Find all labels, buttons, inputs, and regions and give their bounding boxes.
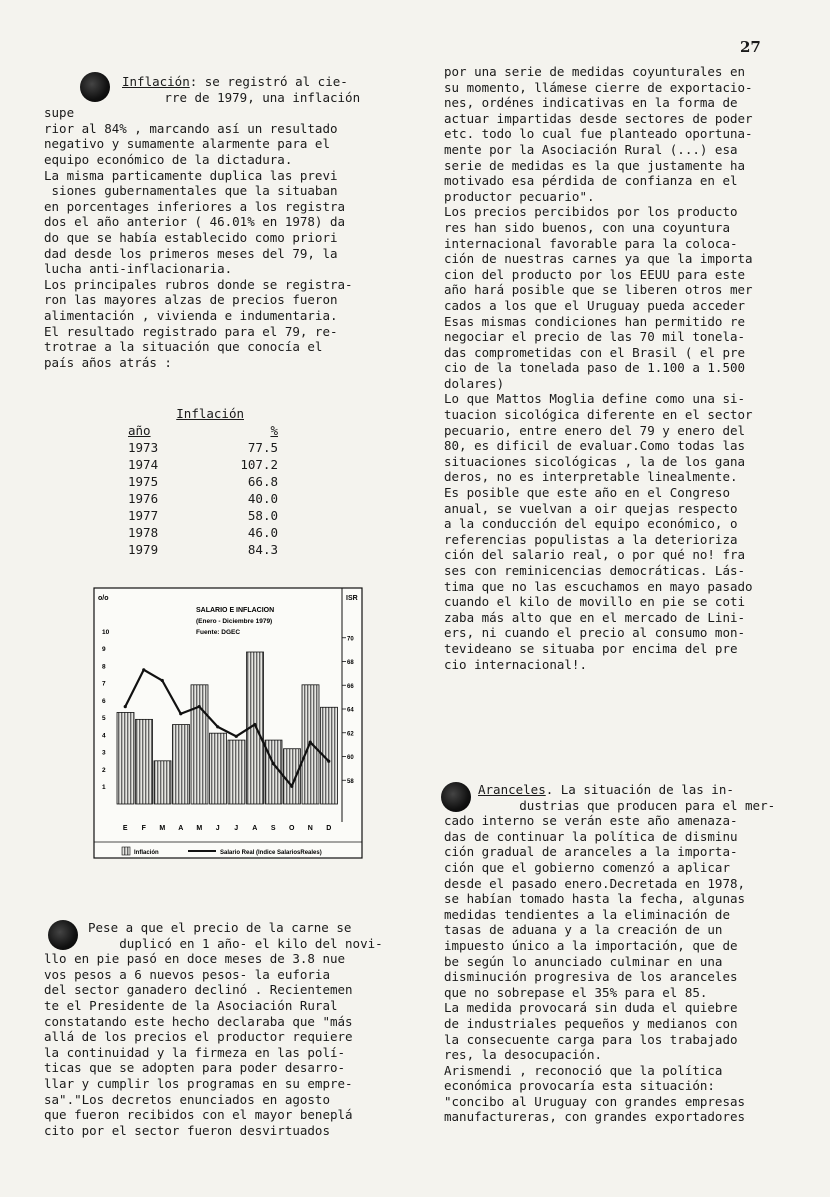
category-label: O [289, 825, 295, 832]
inflation-paragraph-3: Los principales rubros donde se registra- ron las mayores alzas de precios fueron alimentación , vivienda e indumentaria. El resultado registrado para el 79, re- trotrae a la situación que conocía el país años atrás : [44, 276, 353, 370]
category-label: A [252, 825, 258, 832]
inflation-paragraph-2: La misma particamente duplica las previ siones gubernamentales que la situaban en porcentages inferiores a los registra dos el año anterior ( 46.01% en 1978) da do que se había establecido como priori dad desde los primeros meses del 79, la lucha anti-inflacionaria. [44, 167, 346, 277]
year-cell: 1974 [128, 457, 159, 472]
value-cell: 46.0 [247, 525, 278, 540]
value-cell: 84.3 [247, 542, 278, 557]
category-label: S [270, 825, 276, 832]
value-cell: 40.0 [247, 491, 278, 506]
right-tick-label: 64 [347, 707, 354, 714]
right-tick-label: 60 [347, 755, 354, 761]
category-label: F [141, 825, 146, 832]
value-cell: 58.0 [247, 508, 278, 523]
left-tick-label: 10 [102, 628, 110, 636]
legend-line-label: Salario Real (Indice SalariosReales) [220, 850, 322, 856]
right-column [444, 64, 784, 672]
year-cell: 1975 [128, 474, 159, 489]
point-salario-real [290, 785, 293, 788]
inflation-table [124, 405, 282, 558]
value-cell: 66.8 [247, 474, 278, 489]
right-tick-label: 70 [347, 636, 354, 643]
left-tick-label: 1 [102, 784, 106, 792]
right-paragraph-1: por una serie de medidas coyunturales en su momento, llámese cierre de exportacio- nes, ordénes indicativas en la forma de actuar impartidas desde sectores de poder etc. todo lo cual fue planteado oportuna- mente por la Asociación Rural (...) esa serie de medidas es la que justamente ha motivado esa pérdida de confianza en el productor pecuario". [444, 64, 753, 204]
inflation-intro [44, 74, 394, 168]
inflation-table-title: Inflación [176, 406, 244, 421]
table-row [124, 490, 282, 507]
salary-inflation-chart [88, 584, 368, 864]
value-cell: 77.5 [247, 440, 278, 455]
right-tick-label: 68 [347, 660, 354, 666]
chart-title: SALARIO E INFLACION [196, 607, 275, 614]
aranceles-text [444, 782, 784, 1125]
table-row [124, 439, 282, 456]
chart-subtitle: (Enero - Diciembre 1979) [196, 618, 273, 625]
point-salario-real [142, 668, 145, 671]
bar-inflacion [228, 740, 245, 804]
bar-inflacion [173, 725, 190, 804]
right-paragraph-3: Lo que Mattos Moglia define como una si- tuacion sicológica diferente en el sector pecuario, entre enero del 79 y enero del 80, es dificil de evaluar.Como todas las situaciones sicológicas , la de los gana deros, no es interpretable linealmente. Es posible que este año en el Congreso anual, se vuelvan a oir quejas respecto a la conducción del equipo económico, o referencias populistas a la deterioriza ción del salario real, o por qué no! fra ses con reminicencias democráticas. Lás- tima que no las escuchamos en mayo pasado cuando el kilo de movillo en pie se coti zaba más alto que en el mercado de Lini- ers, ni cuando el precio al consumo mon- tevideano se situaba por encima del pre cio internacional!. [444, 391, 753, 672]
right-tick-label: 62 [347, 731, 354, 738]
left-axis-label: o/o [98, 595, 109, 602]
table-row [124, 524, 282, 541]
value-cell: 107.2 [240, 457, 278, 472]
point-salario-real [216, 725, 219, 728]
category-label: M [159, 825, 166, 832]
bar-inflacion [284, 749, 301, 804]
bar-inflacion [154, 761, 171, 804]
chart-source: Fuente: DGEC [196, 629, 241, 636]
point-salario-real [198, 705, 201, 708]
category-label: A [178, 825, 184, 832]
left-tick-label: 8 [102, 663, 106, 671]
year-cell: 1979 [128, 542, 159, 557]
point-salario-real [327, 760, 330, 763]
category-label: N [307, 825, 313, 832]
category-label: M [196, 825, 203, 832]
point-salario-real [309, 741, 312, 744]
year-cell: 1973 [128, 440, 159, 455]
year-cell: 1976 [128, 491, 159, 506]
category-label: E [122, 825, 128, 832]
right-axis-label: ISR [346, 595, 358, 602]
carne-paragraph: Pese a que el precio de la carne se duplicó en 1 año- el kilo del novi- llo en pie pasó en doce meses de 3.8 nue vos pesos a 6 nuevos pesos- la euforia del sector ganadero declinó . Recientemen te el Presidente de la Asociación Rural constatando este hecho declaraba que "más allá de los precios el productor requiere la continuidad y la firmeza en las polí- ticas que se adopten para poder desarro- llar y cumplir los programas en su empre- sa"."Los decretos enunciados en agosto que fueron recibidos con el mayor beneplá cito por el sector fueron desvirtuados [44, 920, 383, 1138]
aranceles-section [444, 782, 784, 1125]
left-tick-label: 2 [102, 766, 106, 774]
page-number: 27 [740, 38, 761, 56]
carne-section [44, 920, 394, 1138]
category-label: J [234, 825, 239, 832]
table-row [124, 507, 282, 524]
aranceles-paragraph: . La situación de las in- dustrias que producen para el mer- cado interno se verán este año amenaza- das de continuar la política de disminu ción gradual de aranceles a la importa- ción que el gobierno comenzó a aplicar desde el pasado enero.Decretada en 1978, se habían tomado hasta la fecha, algunas medidas tendientes a la eliminación de tasas de aduana y a la creación de un impuesto único a la importación, que de be según lo anunciado culminar en una disminución progresiva de los aranceles que no sobrepase el 35% para el 85. La medida provocará sin duda el quiebre de industriales pequeños y medianos con la consecuente carga para los trabajado res, la desocupación. Arismendi , reconoció que la política económica provocaría esta situación: "concibo al Uruguay con grandes empresas manufactureras, con grandes exportadores [444, 782, 776, 1125]
section-heading-aranceles: Aranceles [478, 782, 546, 797]
table-row [124, 456, 282, 473]
table-row [124, 473, 282, 490]
inflation-section [44, 74, 394, 370]
point-salario-real [253, 723, 256, 726]
table-row [124, 541, 282, 558]
legend-bar-swatch [122, 847, 130, 855]
year-cell: 1977 [128, 508, 159, 523]
point-salario-real [161, 679, 164, 682]
right-tick-label: 58 [347, 778, 354, 785]
left-tick-label: 7 [102, 680, 106, 688]
point-salario-real [179, 712, 182, 715]
inflation-paragraph-1: : se registró al cie- rre de 1979, una inflación supe rior al 84% , marcando así un resultado negativo y sumamente alarmente para el equipo económico de la dictadura. [44, 74, 361, 167]
right-tick-label: 66 [347, 683, 354, 690]
point-salario-real [124, 705, 127, 708]
right-paragraph-2: Los precios percibidos por los producto res han sido buenos, con una coyuntura internacional favorable para la coloca- ción de nuestras carnes ya que la importa cion del producto por los EEUU para este año hará posible que se liberen otros mer cados a los que el Uruguay pueda acceder Esas mismas condiciones han permitido re negociar el precio de las 70 mil tonela- das comprometidas con el Brasil ( el pre cio de la tonelada paso de 1.100 a 1.500 dolares) [444, 204, 753, 391]
bar-inflacion [136, 719, 153, 804]
bar-inflacion [210, 733, 227, 804]
left-tick-label: 6 [102, 697, 106, 705]
table-header-pct: % [270, 423, 278, 438]
legend-bar-label: Inflación [134, 850, 159, 856]
chart-svg [88, 584, 368, 864]
left-tick-label: 5 [102, 715, 106, 723]
year-cell: 1978 [128, 525, 159, 540]
category-label: D [326, 825, 332, 832]
category-label: J [215, 825, 220, 832]
bar-inflacion [117, 712, 134, 804]
point-salario-real [272, 762, 275, 765]
left-tick-label: 9 [102, 646, 106, 654]
left-tick-label: 4 [102, 732, 106, 740]
section-heading-inflacion: Inflación [122, 74, 190, 89]
point-salario-real [235, 735, 238, 738]
table-header-year: año [128, 423, 151, 438]
bar-inflacion [191, 685, 208, 804]
left-tick-label: 3 [102, 749, 106, 757]
